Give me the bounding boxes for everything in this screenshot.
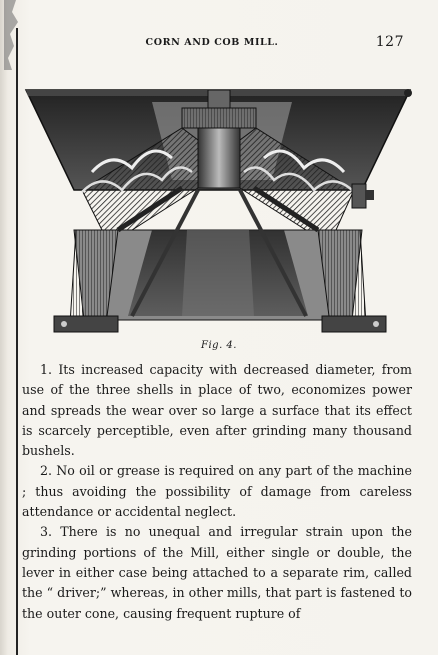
running-header — [20, 34, 404, 52]
page-number: 127 — [375, 34, 404, 50]
body-text — [22, 360, 412, 624]
paragraph-3: 3. There is no unequal and irregular strain upon the grinding portions of the Mill, either single or double, the lever in either case being attached to a separate rim, called the “ driver;” whereas, in other mills, that part is fastened to the outer cone, causing frequent rupture of — [22, 524, 412, 621]
mill-cross-section-illustration — [22, 80, 414, 335]
running-title: CORN AND COB MILL. — [145, 37, 279, 48]
figure-caption: Fig. 4. — [201, 340, 237, 351]
paragraph-2: 2. No oil or grease is required on any part of the machine ; thus avoiding the possibility of damage from careless attendance or accidental neglect. — [22, 463, 412, 520]
paragraph-1: 1. Its increased capacity with decreased diameter, from use of the three shells in place of two, economizes power and spreads the wear over so large a surface that its effect is scarcely perceptible, even after grinding many thousand bushels. — [22, 362, 412, 459]
